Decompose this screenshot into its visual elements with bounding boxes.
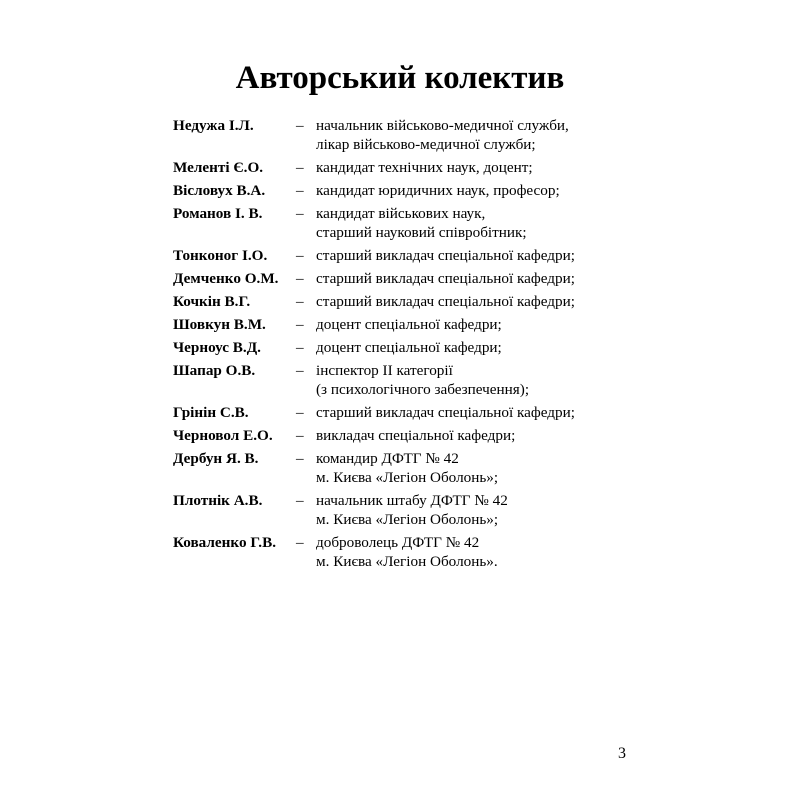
author-row	[173, 426, 653, 445]
author-list	[173, 116, 653, 575]
dash-separator: –	[296, 450, 304, 467]
author-row	[173, 533, 653, 571]
author-description: кандидат технічних наук, доцент;	[316, 159, 533, 176]
author-row	[173, 158, 653, 177]
author-description: кандидат військових наук, старший науковий співробітник;	[316, 205, 527, 241]
author-description: старший викладач спеціальної кафедри;	[316, 293, 575, 310]
author-row	[173, 315, 653, 334]
page-title: Авторський колектив	[235, 60, 565, 96]
author-description: начальник штабу ДФТГ № 42 м. Києва «Легіон Оболонь»;	[316, 492, 508, 528]
author-row	[173, 204, 653, 242]
author-row	[173, 491, 653, 529]
author-description: інспектор II категорії (з психологічного забезпечення);	[316, 362, 530, 398]
author-row	[173, 449, 653, 487]
author-description: кандидат юридичних наук, професор;	[316, 182, 560, 199]
author-row	[173, 403, 653, 422]
dash-separator: –	[296, 534, 304, 551]
author-row	[173, 292, 653, 311]
author-description: доцент спеціальної кафедри;	[316, 316, 502, 333]
author-name: Вісловух В.А.	[173, 182, 266, 199]
author-name: Тонконог І.О.	[173, 247, 268, 264]
author-name: Дербун Я. В.	[173, 450, 259, 467]
author-name: Недужа І.Л.	[173, 117, 254, 134]
author-description: викладач спеціальної кафедри;	[316, 427, 516, 444]
dash-separator: –	[296, 270, 304, 287]
dash-separator: –	[296, 362, 304, 379]
dash-separator: –	[296, 492, 304, 509]
author-name: Грінін С.В.	[173, 404, 249, 421]
author-description: старший викладач спеціальної кафедри;	[316, 404, 575, 421]
author-name: Плотнік А.В.	[173, 492, 263, 509]
author-description: командир ДФТГ № 42 м. Києва «Легіон Оболонь»;	[316, 450, 499, 486]
author-name: Черновол Е.О.	[173, 427, 273, 444]
author-name: Шовкун В.М.	[173, 316, 266, 333]
author-description: старший викладач спеціальної кафедри;	[316, 247, 575, 264]
author-row	[173, 361, 653, 399]
author-row	[173, 181, 653, 200]
author-row	[173, 269, 653, 288]
author-name: Шапар О.В.	[173, 362, 256, 379]
author-name: Коваленко Г.В.	[173, 534, 277, 551]
dash-separator: –	[296, 427, 304, 444]
page-number: 3	[618, 745, 626, 762]
dash-separator: –	[296, 316, 304, 333]
author-description: доцент спеціальної кафедри;	[316, 339, 502, 356]
dash-separator: –	[296, 293, 304, 310]
dash-separator: –	[296, 182, 304, 199]
author-name: Черноус В.Д.	[173, 339, 261, 356]
dash-separator: –	[296, 339, 304, 356]
author-row	[173, 246, 653, 265]
author-row	[173, 116, 653, 154]
author-description: начальник військово-медичної служби, лікар військово-медичної служби;	[316, 117, 569, 153]
author-name: Кочкін В.Г.	[173, 293, 251, 310]
author-row	[173, 338, 653, 357]
author-name: Романов І. В.	[173, 205, 263, 222]
dash-separator: –	[296, 247, 304, 264]
dash-separator: –	[296, 117, 304, 134]
dash-separator: –	[296, 205, 304, 222]
dash-separator: –	[296, 159, 304, 176]
author-name: Демченко О.М.	[173, 270, 279, 287]
author-description: старший викладач спеціальної кафедри;	[316, 270, 575, 287]
author-description: доброволець ДФТГ № 42 м. Києва «Легіон Оболонь».	[316, 534, 498, 570]
author-name: Меленті Є.О.	[173, 159, 264, 176]
dash-separator: –	[296, 404, 304, 421]
